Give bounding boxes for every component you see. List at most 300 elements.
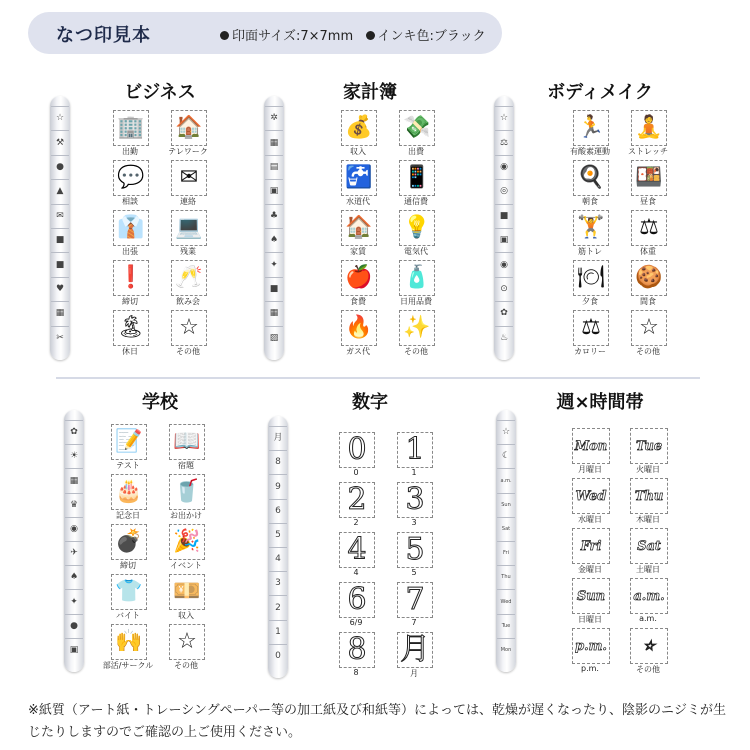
stamp-item	[618, 260, 676, 310]
roll-divider	[65, 614, 83, 615]
roll-stamp-icon: ✿	[500, 308, 508, 319]
stamp-item	[560, 528, 618, 578]
stamp-item	[560, 210, 618, 260]
roll-stamp-icon: ■	[55, 259, 65, 270]
roll-stamp-icon: Wed	[500, 598, 512, 605]
stamp-label: 水道代	[346, 197, 370, 206]
roll-stamp-icon: ☆	[499, 113, 509, 124]
stamp-label: 6/9	[349, 618, 363, 627]
roll-stamp-icon: ☀	[69, 451, 79, 462]
stamp-label: 出勤	[122, 147, 138, 156]
roll-divider	[269, 595, 287, 596]
roll-stamp-icon: ✦	[70, 596, 78, 607]
stamp-image-icon: 🏢	[113, 110, 149, 146]
roll-divider	[65, 420, 83, 421]
stamp-image-icon: 🍽	[573, 260, 609, 296]
stamp-label: 金曜日	[578, 565, 602, 574]
stamp-image-icon: 🏝	[113, 310, 149, 346]
stamp-image-icon: 🔥	[341, 310, 377, 346]
roll-stamp-icon: ✂	[56, 332, 64, 343]
roll-divider	[51, 301, 69, 302]
roll-divider	[265, 204, 283, 205]
roll-stamp-icon: 6	[275, 505, 281, 516]
stamp-image-icon: 🍎	[341, 260, 377, 296]
stamp-item	[156, 424, 214, 474]
roll-stamp-icon: ■	[55, 235, 65, 246]
stamp-item	[560, 310, 618, 360]
stamp-label: その他	[176, 347, 200, 356]
stamp-image-icon: 💰	[341, 110, 377, 146]
stamp-item	[156, 574, 214, 624]
stamp-image-icon: ✉	[171, 160, 207, 196]
roll-stamp-icon: ♨	[499, 332, 509, 343]
stamp-item	[98, 474, 156, 524]
stamp-label: 締切	[120, 561, 136, 570]
stamp-label: 宿題	[178, 461, 194, 470]
stamp-item	[384, 482, 442, 532]
stamp-image-icon: 📝	[111, 424, 147, 460]
page-title: なつ印見本	[56, 25, 151, 46]
stamp-item	[618, 310, 676, 360]
stamp-label: 締切	[122, 297, 138, 306]
stamp-label: 相談	[122, 197, 138, 206]
roll-stamp-icon: ▨	[269, 332, 279, 343]
stamp-label: 日曜日	[578, 615, 602, 624]
roll-divider	[495, 277, 513, 278]
stamp-image-icon: 🥂	[171, 260, 207, 296]
stamp-item	[560, 110, 618, 160]
stamp-image-icon: 4	[339, 532, 375, 568]
roll-divider	[269, 644, 287, 645]
stamp-label: 収入	[350, 147, 366, 156]
section-household	[250, 78, 490, 368]
roll-stamp-icon: a.m.	[500, 477, 512, 484]
stamp-image-icon: 💻	[171, 210, 207, 246]
stamp-roll	[268, 416, 288, 678]
stamp-label: 収入	[178, 611, 194, 620]
section-title: ビジネス	[124, 82, 196, 103]
stamp-label: 木曜日	[636, 515, 660, 524]
stamp-grid	[98, 424, 214, 674]
roll-stamp-icon: ▣	[499, 235, 509, 246]
stamp-roll	[264, 96, 284, 360]
roll-divider	[497, 589, 515, 590]
roll-divider	[65, 565, 83, 566]
stamp-image-icon: Thu	[630, 478, 668, 514]
roll-divider	[497, 541, 515, 542]
stamp-item	[100, 310, 158, 360]
stamp-label: イベント	[170, 561, 202, 570]
stamp-grid	[100, 110, 216, 360]
stamp-image-icon: Wed	[572, 478, 610, 514]
stamp-image-icon: 月	[397, 632, 433, 668]
stamp-image-icon: a.m.	[630, 578, 668, 614]
stamp-item	[326, 532, 384, 582]
stamp-item	[98, 574, 156, 624]
stamp-image-icon: 3	[397, 482, 433, 518]
stamp-item	[326, 482, 384, 532]
roll-divider	[65, 468, 83, 469]
footnote: ※紙質（アート紙・トレーシングペーパー等の加工紙及び和紙等）によっては、乾燥が遅くなったり、陰影のニジミが生じたりしますのでご確認の上ご使用ください。	[28, 703, 727, 740]
stamp-grid	[560, 428, 676, 678]
section-divider	[56, 377, 700, 379]
roll-divider	[497, 420, 515, 421]
stamp-label: 5	[411, 568, 417, 577]
roll-divider	[495, 326, 513, 327]
roll-stamp-icon: ✦	[270, 259, 278, 270]
stamp-image-icon: 🙌	[111, 624, 147, 660]
roll-stamp-icon: ●	[56, 162, 64, 172]
stamp-image-icon: 🍱	[631, 160, 667, 196]
roll-divider	[495, 228, 513, 229]
stamp-image-icon: ☆	[630, 628, 668, 664]
stamp-item	[384, 582, 442, 632]
stamp-image-icon: 👕	[111, 574, 147, 610]
stamp-image-icon: 2	[339, 482, 375, 518]
roll-divider	[497, 468, 515, 469]
roll-divider	[265, 252, 283, 253]
roll-divider	[495, 179, 513, 180]
stamp-label: 筋トレ	[578, 247, 602, 256]
roll-divider	[497, 638, 515, 639]
roll-stamp-icon: ☆	[55, 113, 65, 124]
stamp-image-icon: ✨	[399, 310, 435, 346]
stamp-label: カロリー	[574, 347, 606, 356]
stamp-label: 日用品費	[400, 297, 432, 306]
stamp-image-icon: Sun	[572, 578, 610, 614]
stamp-label: 2	[353, 518, 359, 527]
roll-divider	[497, 614, 515, 615]
bullet-icon	[366, 31, 375, 40]
roll-divider	[51, 179, 69, 180]
stamp-item	[560, 260, 618, 310]
roll-divider	[497, 517, 515, 518]
roll-divider	[269, 499, 287, 500]
roll-stamp-icon: ✈	[70, 548, 78, 559]
roll-divider	[265, 326, 283, 327]
roll-stamp-icon: ☾	[501, 451, 511, 462]
stamp-item	[326, 582, 384, 632]
stamp-label: バイト	[116, 611, 140, 620]
roll-stamp-icon: ♥	[55, 284, 65, 294]
stamp-label: 体重	[640, 247, 656, 256]
stamp-label: 残業	[180, 247, 196, 256]
bullet-icon	[220, 31, 229, 40]
roll-stamp-icon: ✿	[70, 427, 78, 438]
stamp-item	[100, 110, 158, 160]
roll-stamp-icon: ◎	[500, 186, 508, 197]
roll-stamp-icon: 月	[273, 433, 283, 444]
stamp-item	[618, 578, 676, 628]
stamp-image-icon: ❗	[113, 260, 149, 296]
stamp-item	[158, 310, 216, 360]
section-title: 週×時間帯	[556, 392, 644, 413]
stamp-label: ガス代	[346, 347, 370, 356]
roll-divider	[265, 179, 283, 180]
roll-divider	[265, 277, 283, 278]
stamp-label: 出費	[408, 147, 424, 156]
stamp-item	[328, 160, 386, 210]
stamp-image-icon: p.m.	[572, 628, 610, 664]
stamp-label: ストレッチ	[628, 147, 668, 156]
roll-stamp-icon: ⚖	[499, 137, 509, 148]
roll-divider	[265, 228, 283, 229]
roll-divider	[51, 326, 69, 327]
roll-stamp-icon: ◉	[70, 523, 78, 534]
stamp-item	[560, 160, 618, 210]
section-bodymake	[480, 78, 720, 368]
stamp-item	[156, 474, 214, 524]
section-school	[40, 388, 280, 678]
roll-stamp-icon: ◉	[500, 259, 508, 270]
stamp-image-icon: 📱	[399, 160, 435, 196]
section-business	[40, 78, 280, 368]
roll-stamp-icon: ♣	[269, 210, 279, 221]
roll-divider	[497, 493, 515, 494]
stamp-label: 休日	[122, 347, 138, 356]
roll-divider	[497, 444, 515, 445]
roll-divider	[51, 130, 69, 131]
stamp-item	[156, 524, 214, 574]
stamp-image-icon: 5	[397, 532, 433, 568]
stamp-label: その他	[174, 661, 198, 670]
stamp-image-icon: 🏠	[341, 210, 377, 246]
stamp-label: 水曜日	[578, 515, 602, 524]
stamp-image-icon: 🧴	[399, 260, 435, 296]
roll-divider	[65, 541, 83, 542]
stamp-image-icon: ☆	[631, 310, 667, 346]
stamp-image-icon: 8	[339, 632, 375, 668]
roll-stamp-icon: Sun	[501, 501, 511, 508]
stamp-label: 電気代	[404, 247, 428, 256]
roll-divider	[495, 155, 513, 156]
roll-stamp-icon: 1	[275, 626, 281, 637]
roll-stamp-icon: Thu	[501, 574, 511, 581]
roll-stamp-icon: ♠	[269, 235, 279, 246]
roll-divider	[51, 252, 69, 253]
stamp-roll	[494, 96, 514, 360]
stamp-image-icon: 📖	[169, 424, 205, 460]
stamp-item	[158, 160, 216, 210]
roll-stamp-icon: ▦	[269, 308, 279, 319]
roll-divider	[269, 426, 287, 427]
stamp-item	[386, 160, 444, 210]
stamp-label: 朝食	[582, 197, 598, 206]
section-title: 家計簿	[343, 82, 397, 103]
stamp-image-icon: 💴	[169, 574, 205, 610]
stamp-item	[328, 110, 386, 160]
stamp-label: 土曜日	[636, 565, 660, 574]
stamp-image-icon: ⚖	[573, 310, 609, 346]
stamp-label: その他	[404, 347, 428, 356]
spec-ink: インキ色:ブラック	[377, 29, 486, 44]
roll-stamp-icon: ●	[70, 620, 78, 631]
roll-stamp-icon: ♠	[69, 572, 79, 583]
roll-divider	[65, 444, 83, 445]
stamp-item	[158, 110, 216, 160]
stamp-label: 昼食	[640, 197, 656, 206]
roll-divider	[65, 493, 83, 494]
roll-divider	[51, 204, 69, 205]
stamp-item	[618, 210, 676, 260]
stamp-item	[328, 210, 386, 260]
stamp-image-icon: 🎂	[111, 474, 147, 510]
stamp-image-icon: 🏠	[171, 110, 207, 146]
roll-stamp-icon: ☆	[501, 427, 511, 438]
roll-stamp-icon: 5	[275, 529, 281, 540]
stamp-label: 有酸素運動	[570, 147, 610, 156]
stamp-image-icon: Fri	[572, 528, 610, 564]
section-numbers	[250, 388, 490, 678]
stamp-label: 家賃	[350, 247, 366, 256]
stamp-label: 間食	[640, 297, 656, 306]
stamp-item	[328, 260, 386, 310]
stamp-item	[618, 528, 676, 578]
stamp-item	[98, 424, 156, 474]
roll-stamp-icon: ▤	[269, 162, 279, 172]
stamp-item	[618, 110, 676, 160]
section-weekday-time	[480, 388, 720, 678]
stamp-label: 飲み会	[176, 297, 200, 306]
stamp-item	[618, 628, 676, 678]
stamp-label: 4	[353, 568, 359, 577]
stamp-label: 出張	[122, 247, 138, 256]
stamp-image-icon: 💬	[113, 160, 149, 196]
stamp-label: 月	[410, 669, 418, 678]
stamp-label: 火曜日	[636, 465, 660, 474]
roll-stamp-icon: ♛	[69, 499, 79, 510]
stamp-label: 食費	[350, 297, 366, 306]
stamp-item	[386, 110, 444, 160]
roll-divider	[495, 204, 513, 205]
stamp-item	[560, 628, 618, 678]
roll-stamp-icon: 9	[275, 481, 281, 492]
stamp-item	[98, 524, 156, 574]
roll-stamp-icon: ▣	[69, 644, 79, 655]
stamp-image-icon: 0	[339, 432, 375, 468]
roll-divider	[51, 228, 69, 229]
stamp-label: 7	[411, 618, 417, 627]
stamp-item	[98, 624, 156, 674]
roll-divider	[495, 301, 513, 302]
roll-stamp-icon: Sat	[501, 525, 511, 532]
stamp-label: 1	[411, 468, 417, 477]
stamp-image-icon: ⚖	[631, 210, 667, 246]
roll-divider	[65, 638, 83, 639]
stamp-image-icon: 💣	[111, 524, 147, 560]
roll-stamp-icon: Fri	[503, 550, 509, 557]
roll-divider	[497, 565, 515, 566]
stamp-image-icon: Mon	[572, 428, 610, 464]
stamp-image-icon: 1	[397, 432, 433, 468]
stamp-label: 8	[353, 668, 359, 677]
roll-divider	[51, 155, 69, 156]
stamp-label: テスト	[116, 461, 140, 470]
stamp-label: 連絡	[180, 197, 196, 206]
roll-stamp-icon: 4	[275, 554, 281, 565]
stamp-item	[100, 210, 158, 260]
stamp-image-icon: 🥤	[169, 474, 205, 510]
roll-divider	[269, 547, 287, 548]
stamp-item	[158, 210, 216, 260]
stamp-image-icon: Tue	[630, 428, 668, 464]
roll-divider	[51, 106, 69, 107]
stamp-label: 記念日	[116, 511, 140, 520]
roll-stamp-icon: ⊙	[500, 284, 508, 294]
roll-divider	[265, 301, 283, 302]
stamp-label: a.m.	[639, 614, 657, 623]
stamp-item	[326, 632, 384, 682]
spec-line	[220, 25, 486, 44]
roll-divider	[495, 130, 513, 131]
stamp-item	[384, 432, 442, 482]
roll-divider	[265, 155, 283, 156]
stamp-label: p.m.	[581, 664, 599, 673]
stamp-item	[386, 260, 444, 310]
stamp-image-icon: 🍳	[573, 160, 609, 196]
stamp-item	[618, 160, 676, 210]
stamp-image-icon: 🍪	[631, 260, 667, 296]
stamp-item	[386, 310, 444, 360]
stamp-item	[326, 432, 384, 482]
stamp-grid	[560, 110, 676, 360]
stamp-image-icon: 🚰	[341, 160, 377, 196]
roll-divider	[269, 474, 287, 475]
stamp-roll	[64, 410, 84, 672]
stamp-label: 0	[353, 468, 359, 477]
stamp-image-icon: ☆	[169, 624, 205, 660]
stamp-grid	[328, 110, 444, 360]
roll-stamp-icon: ▦	[269, 137, 279, 148]
roll-stamp-icon: ▦	[55, 308, 65, 319]
section-title: 数字	[352, 392, 388, 413]
stamp-roll	[50, 96, 70, 360]
roll-divider	[269, 571, 287, 572]
roll-divider	[495, 252, 513, 253]
roll-divider	[265, 106, 283, 107]
stamp-label: 3	[411, 518, 417, 527]
stamp-image-icon: 💡	[399, 210, 435, 246]
roll-stamp-icon: 3	[275, 578, 281, 589]
roll-divider	[265, 130, 283, 131]
stamp-label: その他	[636, 665, 660, 674]
stamp-label: 月曜日	[578, 465, 602, 474]
roll-stamp-icon: Tue	[501, 622, 511, 629]
roll-stamp-icon: ■	[499, 210, 509, 221]
stamp-item	[384, 632, 442, 682]
stamp-image-icon: ☆	[171, 310, 207, 346]
roll-stamp-icon: Mon	[500, 646, 512, 653]
roll-stamp-icon: 8	[275, 457, 281, 468]
stamp-roll	[496, 410, 516, 672]
section-title: ボディメイク	[547, 82, 653, 103]
spec-size: 印面サイズ:7×7mm	[232, 29, 354, 44]
stamp-item	[560, 578, 618, 628]
stamp-image-icon: 🎉	[169, 524, 205, 560]
stamp-image-icon: 🏃	[573, 110, 609, 146]
stamp-label: お出かけ	[170, 511, 202, 520]
stamp-label: 部活/サークル	[102, 661, 154, 670]
stamp-image-icon: 6	[339, 582, 375, 618]
stamp-image-icon: Sat	[630, 528, 668, 564]
stamp-image-icon: 7	[397, 582, 433, 618]
stamp-item	[156, 624, 214, 674]
stamp-item	[158, 260, 216, 310]
roll-stamp-icon: ■	[269, 284, 279, 294]
stamp-image-icon: 🏋	[573, 210, 609, 246]
roll-divider	[269, 450, 287, 451]
stamp-grid	[326, 432, 442, 682]
